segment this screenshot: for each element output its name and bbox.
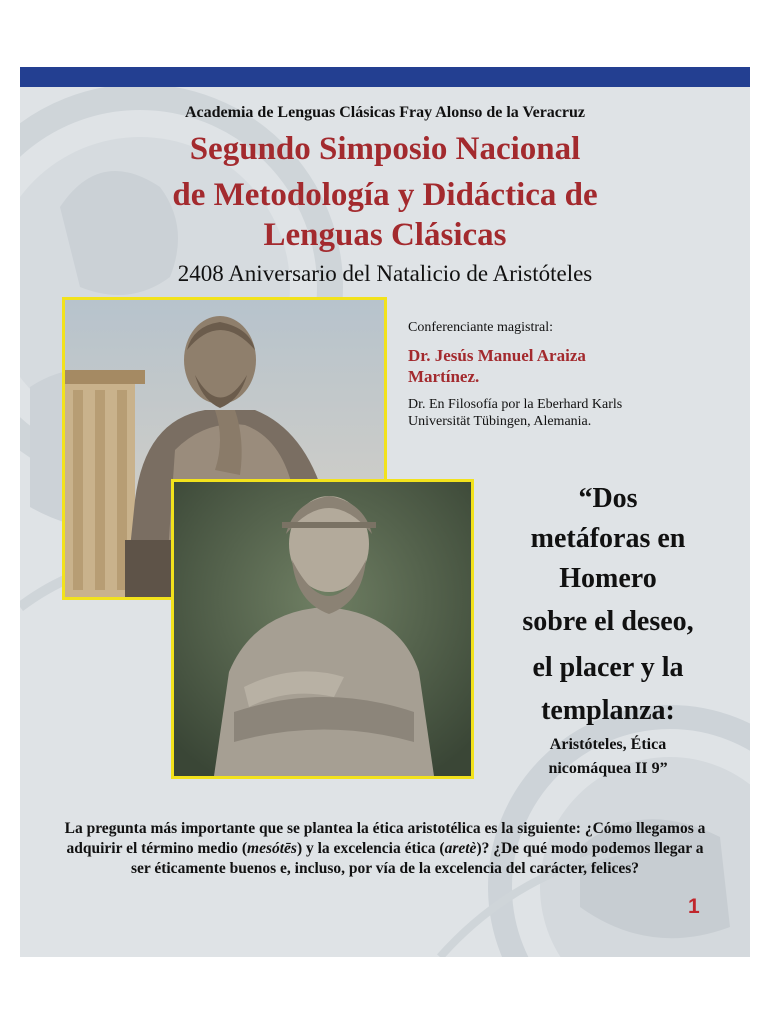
title-line-1: Segundo Simposio Nacional: [189, 131, 581, 167]
question-text-1: La pregunta más importante que se plantea la ética aristotélica es la siguiente: ¿Cómo llegamos a adquirir el término medio (: [64, 820, 706, 857]
speaker-name: [408, 345, 698, 387]
speaker-name-line-1: Dr. Jesús Manuel Araiza: [408, 346, 586, 365]
page-number: 1: [688, 895, 700, 918]
question-text-2: ) y la excelencia ética (: [296, 840, 445, 857]
lecture-title-line-2: metáforas en: [530, 523, 686, 554]
lecture-title: [478, 479, 738, 779]
lecture-title-line-4: sobre el deseo,: [522, 606, 694, 637]
title-line-3: Lenguas Clásicas: [263, 217, 507, 253]
term-arete: aretè: [444, 840, 477, 857]
central-question: [60, 819, 710, 879]
homer-statue-image: [171, 479, 474, 779]
symposium-poster: [20, 67, 750, 957]
speaker-credentials-line-1: Dr. En Filosofía por la Eberhard Karls: [408, 397, 623, 412]
lecture-title-line-3: Homero: [559, 563, 657, 594]
top-color-bar: [20, 67, 750, 87]
academy-name: Academia de Lenguas Clásicas Fray Alonso de la Veracruz: [185, 104, 585, 121]
title-line-2: de Metodología y Didáctica de: [172, 177, 598, 213]
speaker-credentials-line-2: Universität Tübingen, Alemania.: [408, 414, 592, 429]
speaker-credentials: [408, 396, 698, 430]
lecture-title-line-5: el placer y la: [532, 652, 684, 683]
speaker-label: Conferenciante magistral:: [408, 320, 553, 335]
speaker-name-line-2: Martínez.: [408, 367, 480, 386]
lecture-reference-line-2: nicomáquea II 9”: [548, 760, 668, 777]
lecture-title-line-1: “Dos: [578, 483, 638, 514]
lecture-reference-line-1: Aristóteles, Ética: [549, 736, 667, 753]
question-text-3: )? ¿De qué modo podemos llegar a ser éticamente buenos e, incluso, por vía de la excelencia del carácter, felices?: [130, 840, 704, 877]
term-mesotes: mesótēs: [247, 840, 297, 857]
lecture-title-line-6: templanza:: [541, 695, 675, 726]
anniversary-subtitle: 2408 Aniversario del Natalicio de Aristóteles: [177, 261, 593, 286]
speaker-info: [408, 320, 698, 430]
